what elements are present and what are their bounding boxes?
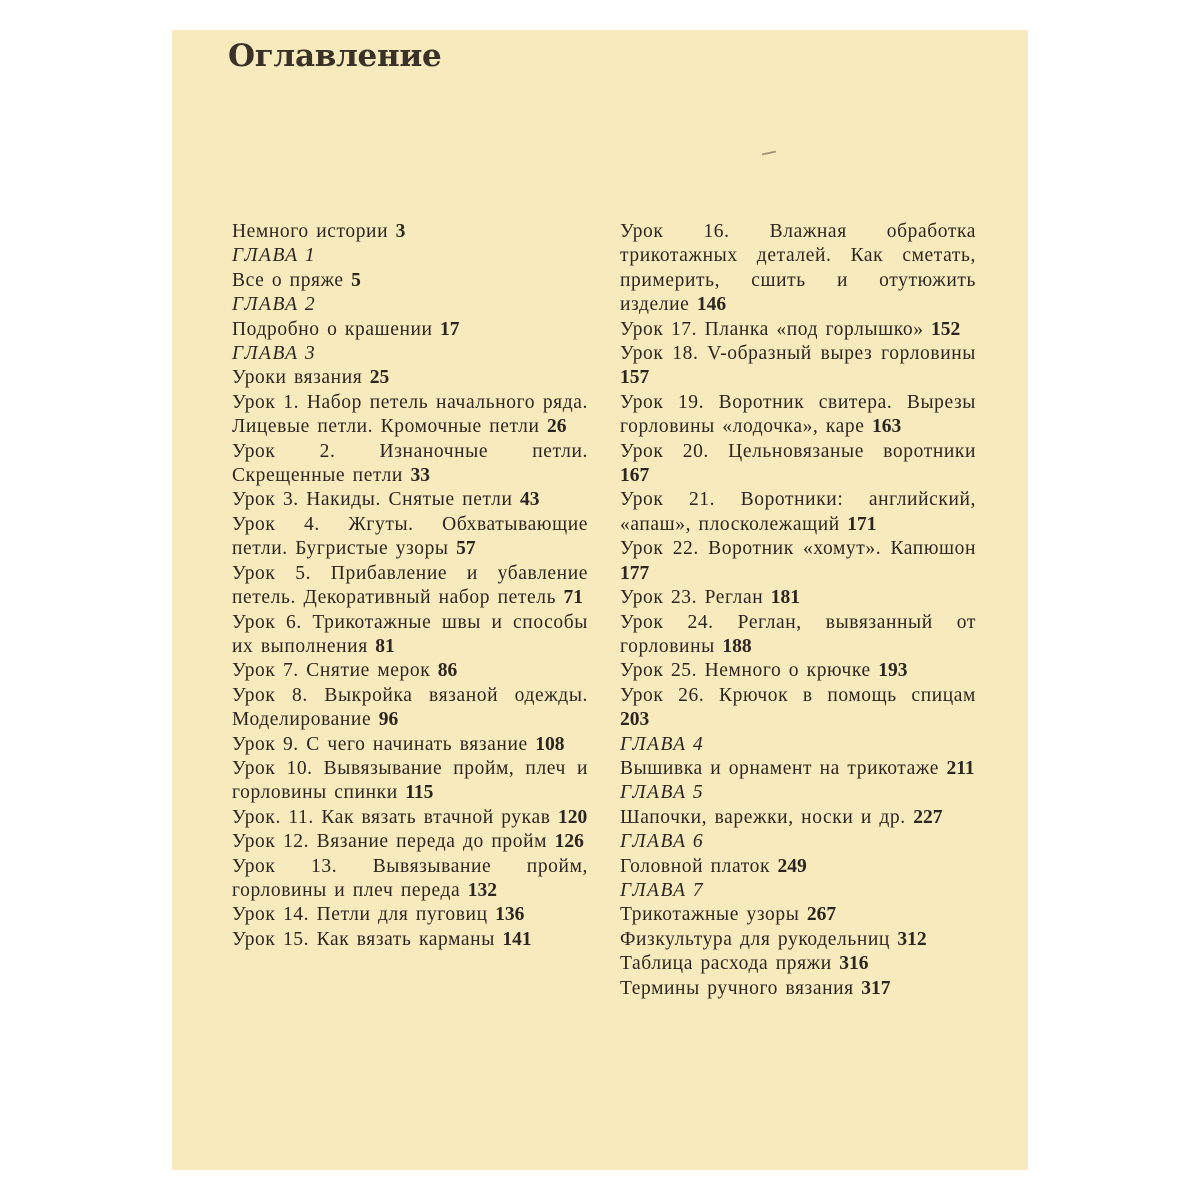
toc-entry-title: Физкультура для рукодельниц <box>620 928 890 950</box>
toc-page-number: 141 <box>502 928 532 950</box>
toc-entry <box>232 733 588 757</box>
toc-entry-title: Урок 20. Цельновязаные воротники <box>620 440 976 462</box>
toc-page-number: 211 <box>946 757 975 779</box>
ink-mark <box>762 151 776 156</box>
toc-entry-title: Урок. 11. Как вязать втачной рукав <box>232 806 551 828</box>
toc-entry-title: Все о пряже <box>232 269 344 291</box>
toc-entry <box>620 903 976 927</box>
toc-entry <box>232 903 588 927</box>
toc-page-number: 81 <box>375 635 395 657</box>
toc-entry <box>232 318 588 342</box>
chapter-heading: ГЛАВА 2 <box>232 294 317 316</box>
toc-entry <box>620 928 976 952</box>
toc-entry <box>232 806 588 830</box>
toc-entry-title: Урок 8. Выкройка вязаной одежды. Моделирование <box>232 684 588 731</box>
toc-page-number: 86 <box>437 660 458 682</box>
toc-page-number: 177 <box>620 562 650 584</box>
toc-entry <box>620 806 976 830</box>
toc-entry <box>232 830 588 854</box>
toc-entry-title: Урок 15. Как вязать карманы <box>232 928 495 950</box>
toc-entry-title: Урок 18. V-образный вырез горловины <box>620 343 976 365</box>
toc-entry-title: Урок 14. Петли для пуговиц <box>232 904 488 926</box>
toc-entry-title: Шапочки, варежки, носки и др. <box>620 806 906 828</box>
toc-entry <box>232 220 588 244</box>
toc-entry-title: Урок 6. Трикотажные швы и способы их выполнения <box>232 611 588 657</box>
toc-entry-title: Урок 22. Воротник «хомут». Капюшон <box>620 538 976 560</box>
toc-entry <box>232 391 588 440</box>
toc-entry-title: Вышивка и орнамент на трикотаже <box>620 757 939 779</box>
toc-entry-title: Урок 13. Вывязывание пройм, горловины и плеч переда <box>232 855 588 901</box>
toc-page-number: 96 <box>378 709 399 731</box>
toc-page-number: 146 <box>696 294 727 316</box>
toc-entry <box>620 684 976 733</box>
chapter-heading: ГЛАВА 7 <box>620 879 705 901</box>
toc-entry <box>620 977 976 1001</box>
toc-entry <box>232 440 588 489</box>
toc-page-number: 57 <box>456 538 476 560</box>
toc-entry-title: Урок 12. Вязание переда до пройм <box>232 831 548 853</box>
toc-entry <box>232 684 588 733</box>
toc-entry-title: Урок 9. С чего начинать вязание <box>232 733 528 755</box>
toc-entry-title: Подробно о крашении <box>232 318 433 340</box>
toc-left-column <box>232 220 588 952</box>
toc-entry-title: Трикотажные узоры <box>620 904 800 926</box>
toc-page-number: 26 <box>547 416 567 438</box>
toc-page-number: 43 <box>520 489 540 511</box>
toc-page-number: 163 <box>872 416 902 438</box>
toc-page-number: 17 <box>440 318 460 340</box>
toc-entry <box>232 611 588 660</box>
toc-page-number: 312 <box>897 928 927 950</box>
chapter-heading: ГЛАВА 6 <box>620 831 705 853</box>
toc-entry-title: Урок 17. Планка «под горлышко» <box>620 318 924 340</box>
toc-entry <box>620 342 976 391</box>
toc-page-number: 5 <box>351 269 361 291</box>
toc-entry-title: Урок 3. Накиды. Снятые петли <box>232 489 513 511</box>
toc-entry <box>232 366 588 390</box>
toc-entry <box>620 659 976 683</box>
toc-entry-title: Немного истории <box>232 221 389 242</box>
toc-entry <box>620 391 976 440</box>
toc-page-number: 25 <box>369 367 390 389</box>
toc-page-number: 171 <box>847 513 877 535</box>
toc-entry <box>232 659 588 683</box>
toc-page-number: 120 <box>558 806 588 828</box>
toc-page-number: 115 <box>405 782 434 804</box>
toc-page-number: 203 <box>620 709 650 731</box>
toc-entry <box>620 586 976 610</box>
toc-entry-title: Урок 5. Прибавление и убавление петель. Декоративный набор петель <box>232 562 588 609</box>
toc-entry <box>620 220 976 318</box>
toc-entry <box>620 440 976 489</box>
toc-entry-title: Урок 10. Вывязывание пройм, плеч и горловины спинки <box>232 757 588 804</box>
toc-page-number: 267 <box>806 904 837 926</box>
toc-entry-title: Термины ручного вязания <box>620 977 854 999</box>
toc-entry-title: Головной платок <box>620 855 771 877</box>
toc-page-number: 3 <box>395 221 406 242</box>
toc-page-number: 132 <box>467 879 497 901</box>
toc-page-number: 317 <box>861 977 891 999</box>
chapter-heading: ГЛАВА 4 <box>620 733 705 755</box>
toc-page-number: 71 <box>563 587 584 609</box>
toc-entry <box>620 488 976 537</box>
toc-entry-title: Урок 7. Снятие мерок <box>232 660 431 682</box>
toc-page-number: 167 <box>620 465 650 487</box>
toc-entry-title: Урок 23. Реглан <box>620 587 764 609</box>
toc-entry-title: Таблица расхода пряжи <box>620 953 832 975</box>
toc-entry <box>620 611 976 660</box>
toc-entry <box>232 855 588 904</box>
toc-entry <box>620 855 976 879</box>
toc-page-number: 227 <box>913 806 943 828</box>
toc-entry <box>620 318 976 342</box>
toc-page-number: 126 <box>554 831 584 853</box>
toc-right-column <box>620 220 976 1001</box>
toc-entry <box>620 757 976 781</box>
book-page <box>172 30 1028 1170</box>
chapter-heading: ГЛАВА 1 <box>232 245 317 267</box>
toc-entry <box>232 928 588 952</box>
toc-page-number: 193 <box>878 660 908 682</box>
toc-page-number: 181 <box>770 587 800 609</box>
toc-entry-title: Урок 16. Влажная обработка трикотажных деталей. Как сметать, примерить, сшить и отутюжить изделие <box>620 221 976 316</box>
toc-page-number: 316 <box>839 953 869 975</box>
toc-entry-title: Урок 1. Набор петель начального ряда. Лицевые петли. Кромочные петли <box>232 391 588 438</box>
toc-entry <box>620 537 976 586</box>
toc-entry <box>232 757 588 806</box>
toc-page-number: 188 <box>722 635 752 657</box>
toc-entry-title: Урок 26. Крючок в помощь спицам <box>620 684 976 706</box>
toc-entry-title: Урок 19. Воротник свитера. Вырезы горловины «лодочка», каре <box>620 391 976 438</box>
toc-entry <box>232 269 588 293</box>
toc-entry <box>232 488 588 512</box>
toc-entry <box>232 562 588 611</box>
toc-page-number: 108 <box>535 733 565 755</box>
toc-entry-title: Урок 21. Воротники: английский, «апаш», плосколежащий <box>620 489 976 535</box>
toc-entry-title: Урок 24. Реглан, вывязанный от горловины <box>620 611 976 657</box>
chapter-heading: ГЛАВА 3 <box>232 343 317 365</box>
toc-entry-title: Урок 4. Жгуты. Обхватывающие петли. Бугристые узоры <box>232 513 588 560</box>
page-title: Оглавление <box>228 38 442 74</box>
toc-entry-title: Уроки вязания <box>232 367 363 389</box>
chapter-heading: ГЛАВА 5 <box>620 782 705 804</box>
toc-page-number: 249 <box>777 855 807 877</box>
toc-entry <box>232 513 588 562</box>
toc-page-number: 136 <box>495 904 525 926</box>
toc-page-number: 157 <box>620 367 650 389</box>
toc-entry <box>620 952 976 976</box>
toc-page-number: 33 <box>410 465 430 487</box>
toc-page-number: 152 <box>931 318 961 340</box>
toc-entry-title: Урок 2. Изнаночные петли. Скрещенные петли <box>232 440 588 487</box>
toc-entry-title: Урок 25. Немного о крючке <box>620 660 871 682</box>
